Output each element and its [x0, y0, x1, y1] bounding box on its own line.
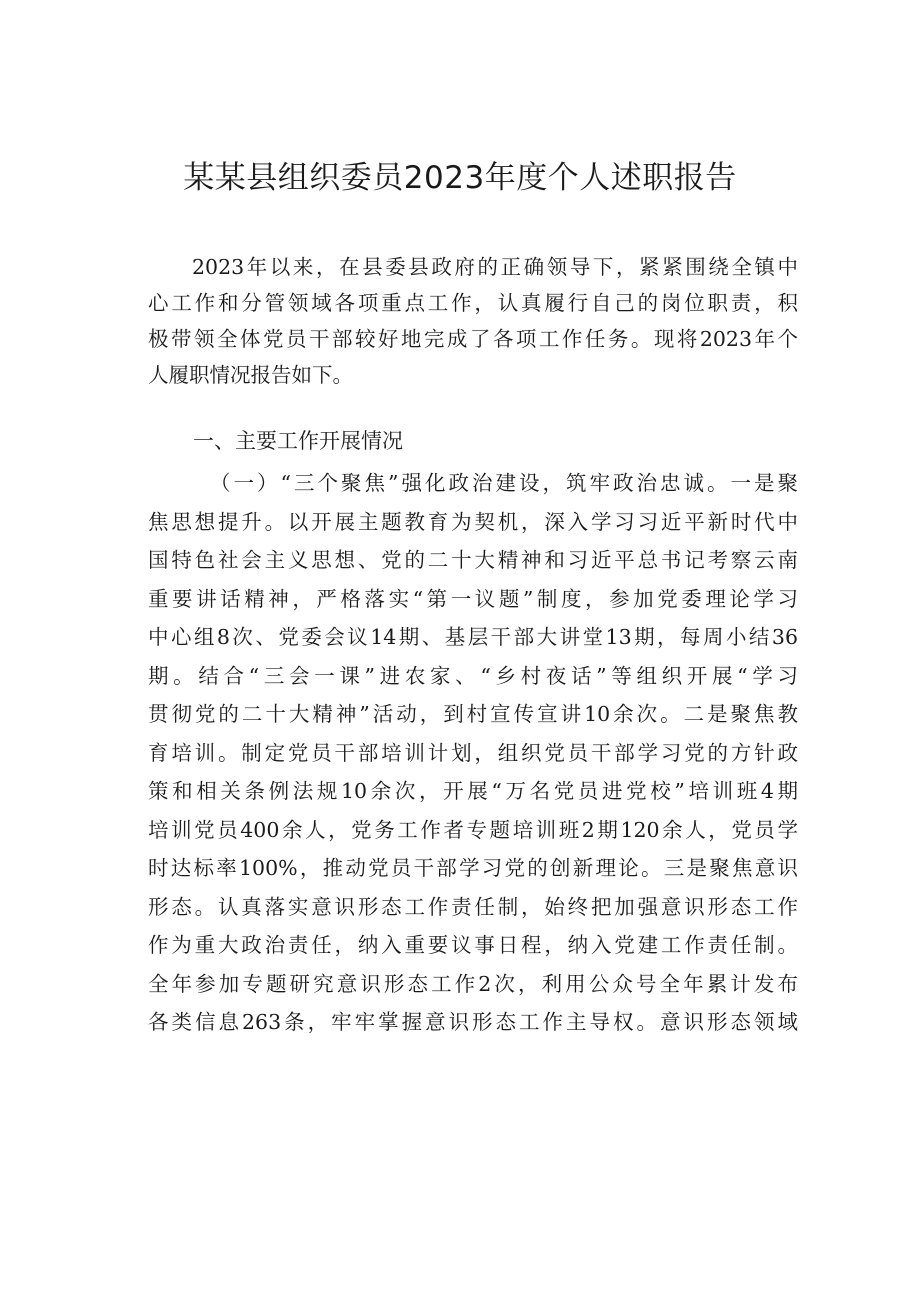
section-heading: 一、主要工作开展情况 — [193, 429, 403, 453]
intro-line: 心工作和分管领域各项重点工作，认真履行自己的岗位职责，积 — [148, 291, 798, 315]
section-line: 形态。认真落实意识形态工作责任制，始终把加强意识形态工作 — [148, 894, 798, 919]
section-line: 期。结合“三会一课”进农家、“乡村夜话”等组织开展“学习 — [148, 663, 798, 688]
intro-line: 极带领全体党员干部较好地完成了各项工作任务。现将2023年个 — [148, 327, 798, 351]
section-line: （一）“三个聚焦”强化政治建设，筑牢政治忠诚。一是聚 — [210, 471, 798, 495]
section-line: 中心组8次、党委会议14期、基层干部大讲堂13期，每周小结36 — [148, 625, 798, 649]
section-line: 培训党员400余人，党务工作者专题培训班2期120余人，党员学 — [148, 817, 798, 842]
section-line: 贯彻党的二十大精神”活动，到村宣传宣讲10余次。二是聚焦教 — [148, 702, 798, 726]
section-paragraph — [148, 464, 798, 1042]
section-line: 国特色社会主义思想、党的二十大精神和习近平总书记考察云南 — [148, 548, 798, 572]
intro-line: 2023年以来，在县委县政府的正确领导下，紧紧围绕全镇中 — [192, 255, 798, 279]
section-line: 焦思想提升。以开展主题教育为契机，深入学习习近平新时代中 — [148, 509, 798, 534]
section-line: 时达标率100%，推动党员干部学习党的创新理论。三是聚焦意识 — [148, 856, 798, 880]
document-title: 某某县组织委员2023年度个人述职报告 — [183, 160, 737, 196]
section-line: 策和相关条例法规10余次，开展“万名党员进党校”培训班4期 — [148, 779, 798, 803]
section-line: 育培训。制定党员干部培训计划，组织党员干部学习党的方针政 — [148, 740, 798, 765]
section-line: 全年参加专题研究意识形态工作2次，利用公众号全年累计发布 — [148, 971, 798, 996]
section-line: 重要讲话精神，严格落实“第一议题”制度，参加党委理论学习 — [148, 586, 798, 611]
section-line: 作为重大政治责任，纳入重要议事日程，纳入党建工作责任制。 — [148, 933, 798, 957]
intro-paragraph — [148, 249, 798, 393]
intro-line: 人履职情况报告如下。 — [148, 363, 353, 387]
section-line: 各类信息263条，牢牢掌握意识形态工作主导权。意识形态领域 — [148, 1010, 798, 1034]
